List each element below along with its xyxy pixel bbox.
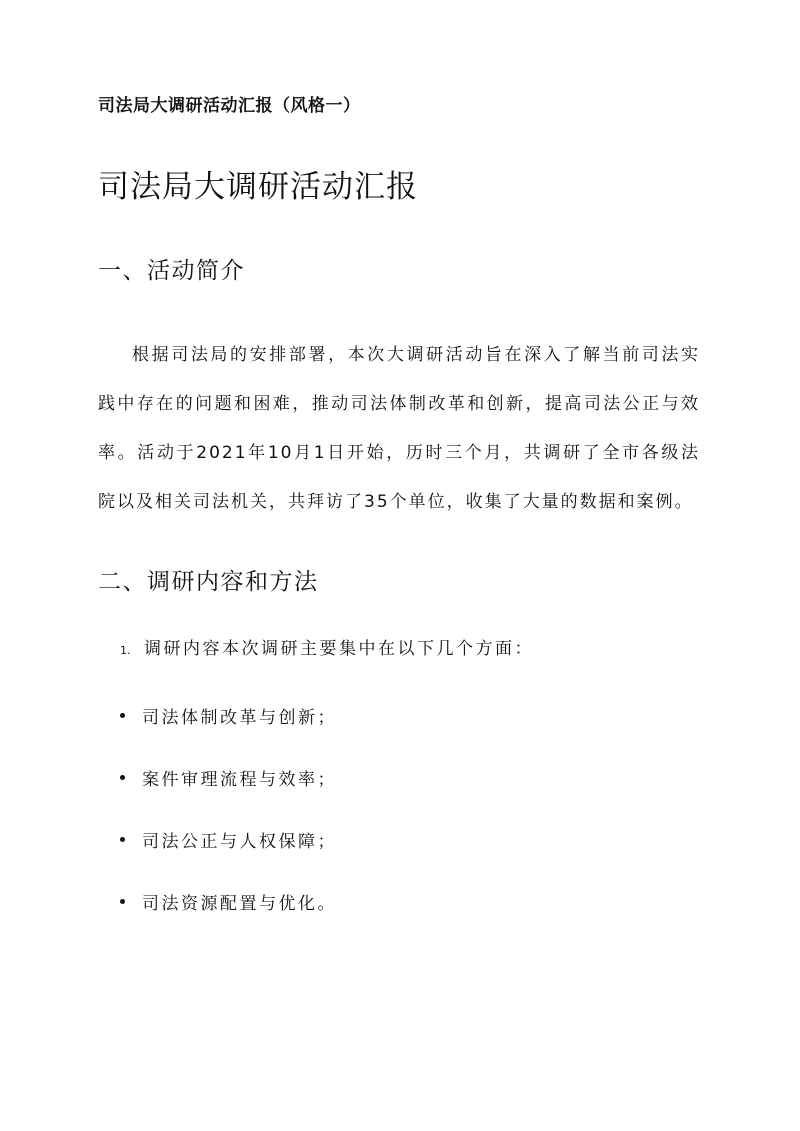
bullet-list-item [98,764,708,790]
activity-introduction-paragraph: 根据司法局的安排部署，本次大调研活动旨在深入了解当前司法实践中存在的问题和困难，推动司法体制改革和创新，提高司法公正与效率。活动于2021年10月1日开始，历时三个月，共调研了全市各级法院以及相关司法机关，共拜访了35个单位，收集了大量的数据和案例。 [98,345,700,512]
bullet-icon [120,713,125,718]
bullet-list-item [98,702,708,728]
bullet-item-text: 司法资源配置与优化。 [142,893,337,914]
section-activity-introduction [98,253,708,527]
section-heading-research-content-method: 二、调研内容和方法 [98,569,319,595]
list-number: 1. [120,644,131,657]
bullet-item-text: 司法体制改革与创新； [142,707,337,728]
report-document [98,93,708,950]
bullet-icon [120,775,125,780]
bullet-list-item [98,888,708,914]
bullet-icon [120,899,125,904]
main-title: 司法局大调研活动汇报 [98,169,418,205]
section-heading-activity-introduction: 一、活动简介 [98,258,245,284]
numbered-item-text: 调研内容本次调研主要集中在以下几个方面： [144,639,534,659]
bullet-list-item [98,826,708,852]
bullet-item-text: 司法公正与人权保障； [142,831,337,852]
style-title: 司法局大调研活动汇报（风格一） [98,96,361,116]
bullet-icon [120,837,125,842]
section-research-content-method [98,564,708,914]
bullet-item-text: 案件审理流程与效率； [142,769,337,790]
numbered-list-item [98,636,708,664]
research-focus-bullet-list [98,702,708,914]
